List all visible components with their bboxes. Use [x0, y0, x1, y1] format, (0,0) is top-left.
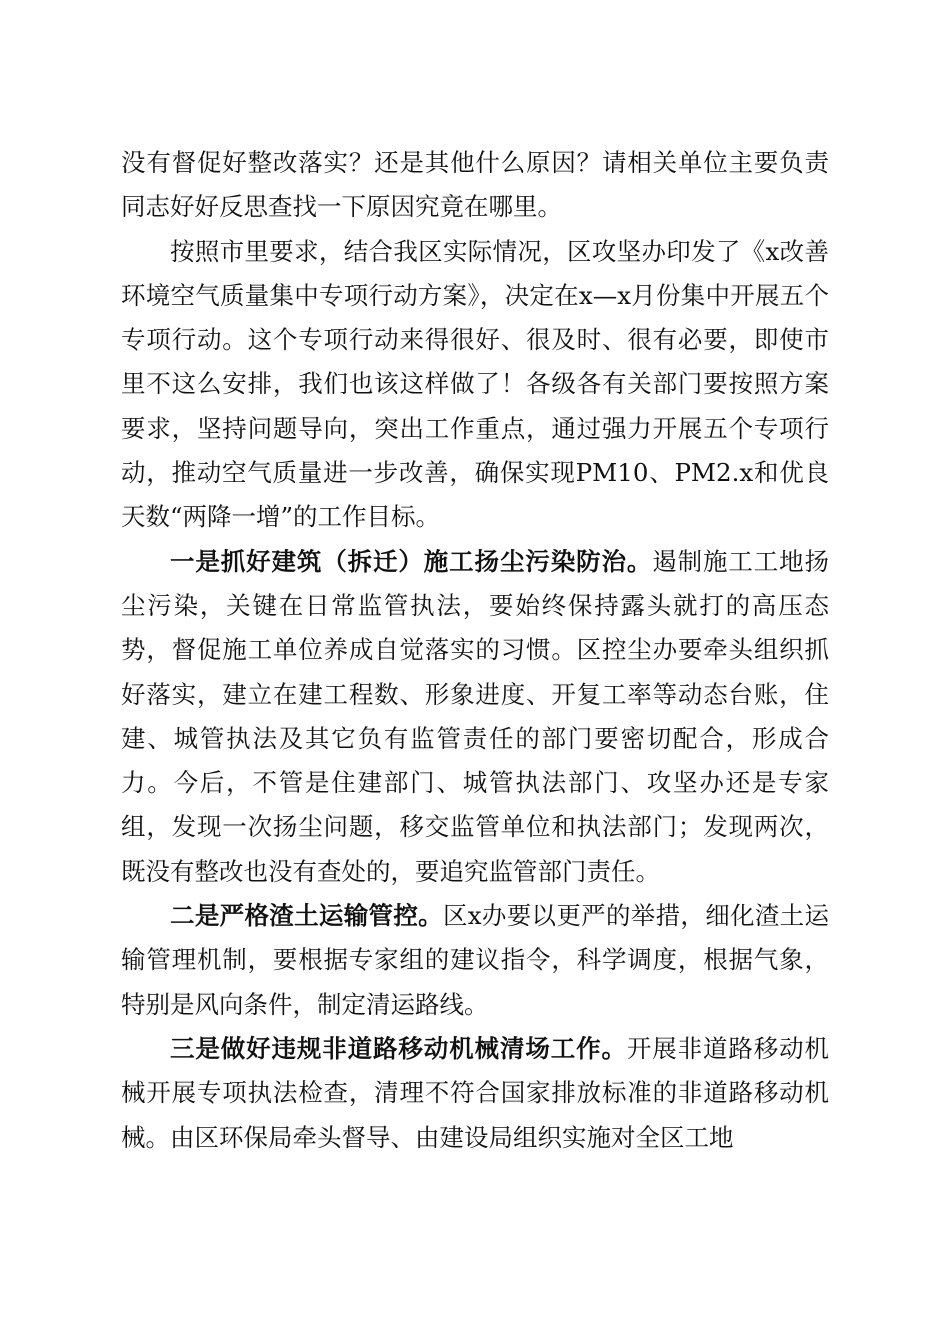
paragraph-text: 区x办要以更严的举措，细化渣土运输管理机制，要根据专家组的建议指令，科学调度，根据气象，特别是风向条件，制定清运路线。: [121, 901, 829, 1019]
paragraph-heading: 二是严格渣土运输管控。: [170, 901, 443, 931]
paragraph-text: 没有督促好整改落实？还是其他什么原因？请相关单位主要负责同志好好反思查找一下原因究竟在哪里。: [121, 148, 829, 222]
paragraph-heading: 一是抓好建筑（拆迁）施工扬尘污染防治。: [170, 546, 653, 576]
document-body: [121, 141, 829, 1160]
paragraph-text: 按照市里要求，结合我区实际情况，区攻坚办印发了《x改善环境空气质量集中专项行动方案》，决定在x—x月份集中开展五个专项行动。这个专项行动来得很好、很及时、很有必要，即使市里不这么安排，我们也该这样做了！各级各有关部门要按照方案要求，坚持问题导向，突出工作重点，通过强力开展五个专项行动，推动空气质量进一步改善，确保实现PM10、PM2.x和优良天数“两降一增”的工作目标。: [121, 236, 829, 532]
paragraph-text: 遏制施工工地扬尘污染，关键在日常监管执法，要始终保持露头就打的高压态势，督促施工单位养成自觉落实的习惯。区控尘办要牵头组织抓好落实，建立在建工程数、形象进度、开复工率等动态台账，住建、城管执法及其它负有监管责任的部门要密切配合，形成合力。今后，不管是住建部门、城管执法部门、攻坚办还是专家组，发现一次扬尘问题，移交监管单位和执法部门；发现两次，既没有整改也没有查处的，要追究监管部门责任。: [121, 546, 829, 886]
paragraph-muck-transport: [121, 894, 829, 1027]
paragraph-nonroad-machinery: [121, 1027, 829, 1160]
paragraph-action-plan: [121, 230, 829, 540]
paragraph-continuation: [121, 141, 829, 230]
paragraph-heading: 三是做好违规非道路移动机械清场工作。: [170, 1033, 627, 1063]
paragraph-construction-dust: [121, 540, 829, 894]
paragraph-text: 开展非道路移动机械开展专项执法检查，清理不符合国家排放标准的非道路移动机械。由区环保局牵头督导、由建设局组织实施对全区工地: [121, 1033, 830, 1152]
